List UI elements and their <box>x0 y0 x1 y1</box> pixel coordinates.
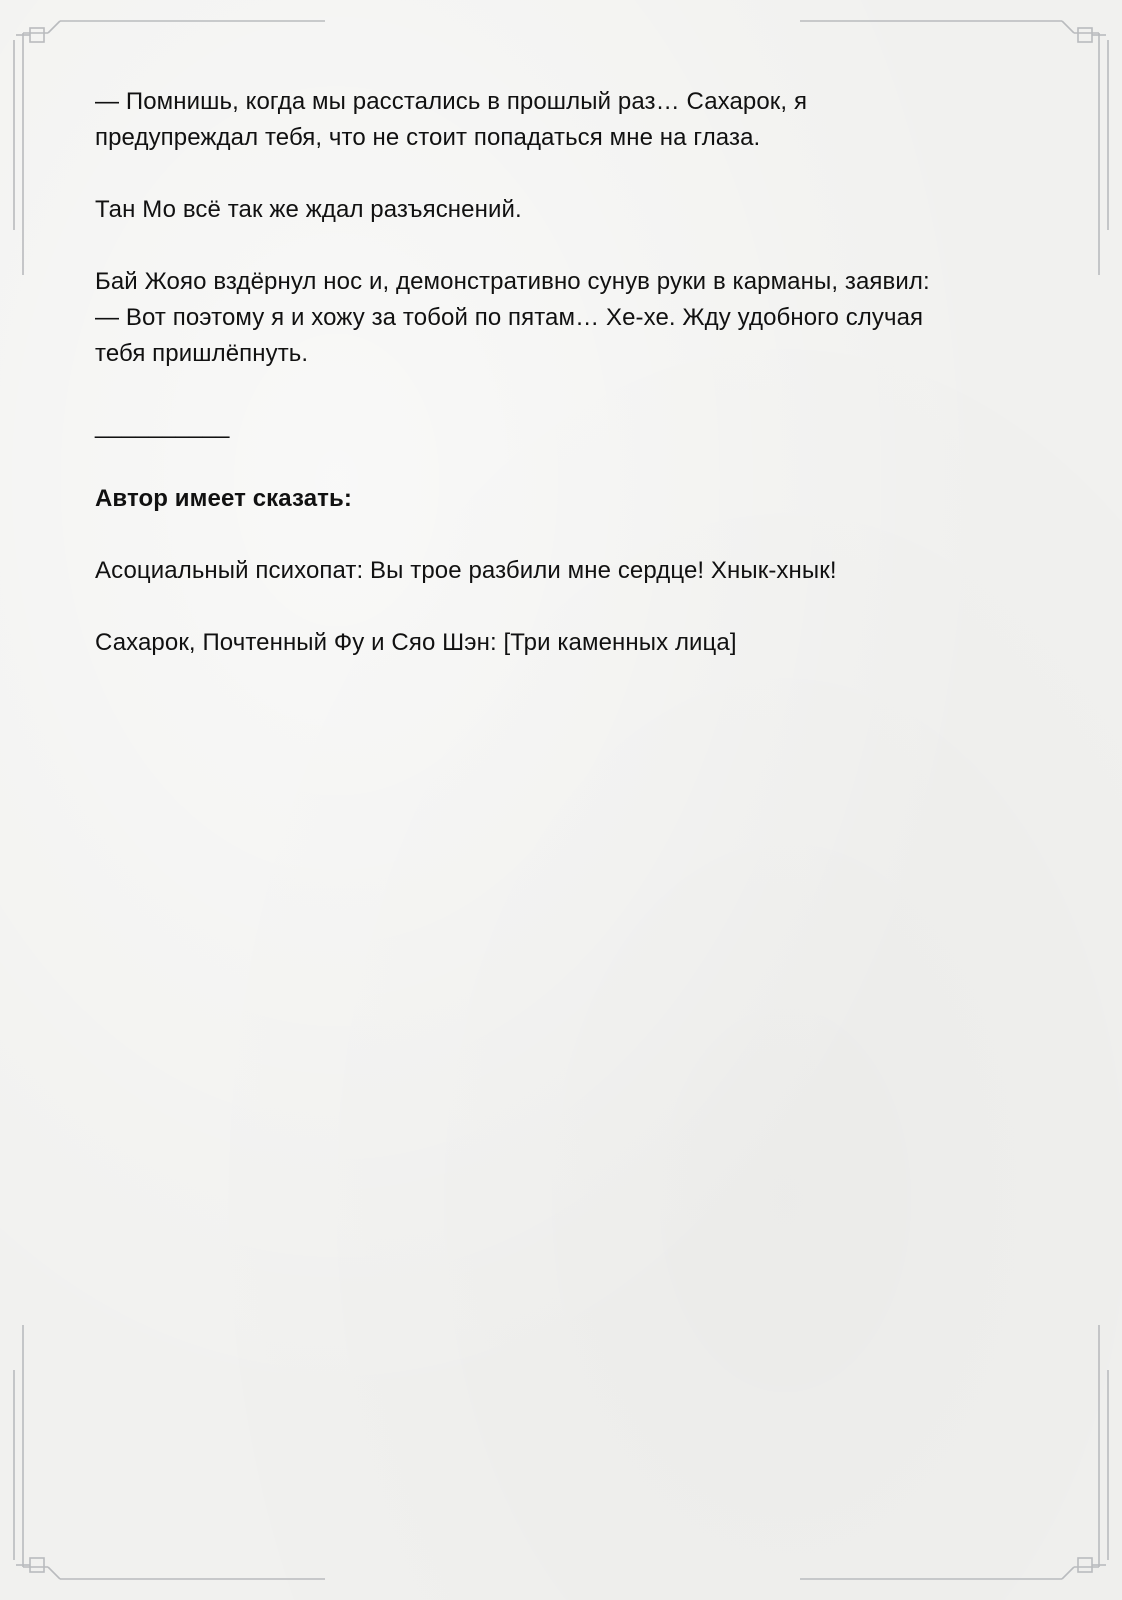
author-note-line-2 <box>95 625 1035 661</box>
paragraph-2 <box>95 192 1035 228</box>
paragraph-1 <box>95 84 1035 156</box>
author-note-line-1 <box>95 553 1035 589</box>
paragraph-line: предупреждал тебя, что не стоит попадаться мне на глаза. <box>95 124 761 151</box>
paragraph-line: Бай Жояо вздёрнул нос и, демонстративно сунув руки в карманы, заявил: <box>95 268 930 295</box>
document-body <box>95 84 1035 697</box>
section-separator <box>95 408 1035 445</box>
paragraph-line: — Вот поэтому я и хожу за тобой по пятам… Хе-хе. Жду удобного случая <box>95 304 924 331</box>
paragraph-3 <box>95 264 1035 372</box>
separator-underscores: __________ <box>95 412 230 439</box>
author-note-heading: Автор имеет сказать: <box>95 485 352 512</box>
author-note-text: Сахарок, Почтенный Фу и Сяо Шэн: [Три каменных лица] <box>95 629 737 656</box>
paragraph-line: — Помнишь, когда мы расстались в прошлый раз… Сахарок, я <box>95 88 808 115</box>
paragraph-line: тебя пришлёпнуть. <box>95 340 309 367</box>
paragraph-line: Тан Мо всё так же ждал разъяснений. <box>95 196 522 223</box>
author-note-text: Асоциальный психопат: Вы трое разбили мне сердце! Хнык-хнык! <box>95 557 837 584</box>
